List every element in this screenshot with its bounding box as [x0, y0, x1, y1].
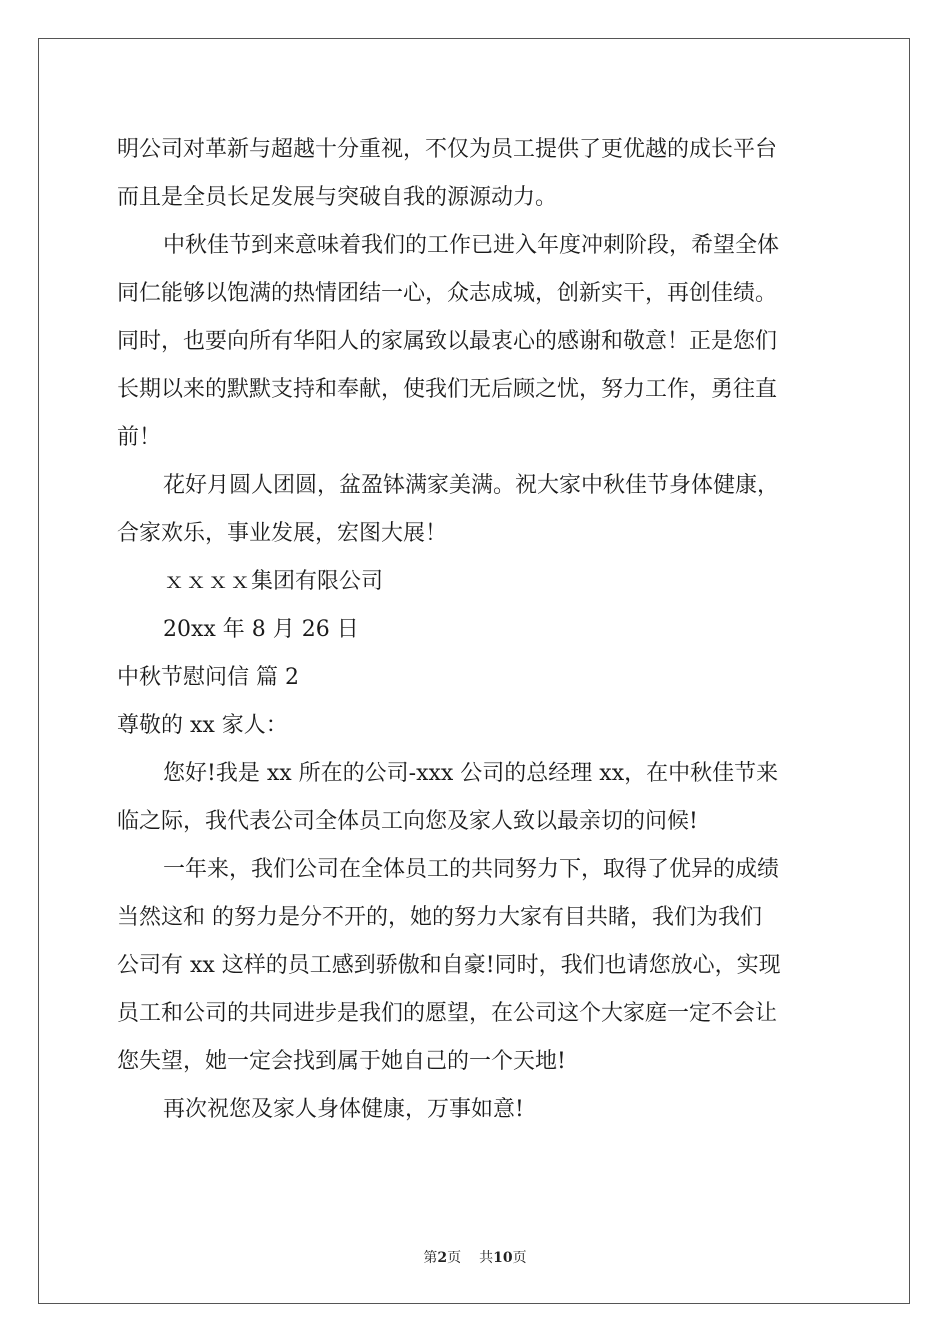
text-line-4: 同仁能够以饱满的热情团结一心，众志成城，创新实干，再创佳绩。	[117, 281, 778, 306]
text-line-15: 临之际，我代表公司全体员工向您及家人致以最亲切的问候!	[117, 809, 698, 834]
text-line-8: 花好月圆人团圆，盆盈钵满家美满。祝大家中秋佳节身体健康，	[163, 473, 780, 498]
text-line-17: 当然这和 的努力是分不开的，她的努力大家有目共睹，我们为我们	[117, 905, 762, 930]
page-footer	[0, 1248, 950, 1268]
footer-page-unit: 页	[447, 1250, 462, 1266]
text-line-3: 中秋佳节到来意味着我们的工作已进入年度冲刺阶段，希望全体	[163, 233, 780, 258]
footer-total-prefix: 共	[479, 1250, 494, 1266]
text-line-16: 一年来，我们公司在全体员工的共同努力下，取得了优异的成绩	[163, 857, 780, 882]
text-line-1: 明公司对革新与超越十分重视，不仅为员工提供了更优越的成长平台	[117, 137, 778, 162]
signature-date: 20xx 年 8 月 26 日	[163, 617, 359, 642]
text-line-20: 您失望，她一定会找到属于她自己的一个天地!	[117, 1049, 566, 1074]
document-body	[117, 126, 833, 1134]
text-line-19: 员工和公司的共同进步是我们的愿望，在公司这个大家庭一定不会让	[117, 1001, 778, 1026]
text-line-14: 您好!我是 xx 所在的公司-xxx 公司的总经理 xx，在中秋佳节来	[163, 761, 779, 786]
text-line-6: 长期以来的默默支持和奉献，使我们无后顾之忧，努力工作，勇往直	[117, 377, 778, 402]
text-line-2: 而且是全员长足发展与突破自我的源源动力。	[117, 185, 558, 210]
page-total: 10	[493, 1250, 513, 1266]
text-line-7: 前！	[117, 425, 162, 450]
text-line-21: 再次祝您及家人身体健康，万事如意!	[163, 1097, 524, 1122]
text-line-18: 公司有 xx 这样的员工感到骄傲和自豪!同时，我们也请您放心，实现	[117, 953, 781, 978]
section-heading: 中秋节慰问信 篇 2	[117, 665, 299, 690]
footer-prefix: 第	[423, 1250, 438, 1266]
page-number: 2	[437, 1250, 448, 1266]
text-line-5: 同时，也要向所有华阳人的家属致以最衷心的感谢和敬意！正是您们	[117, 329, 778, 354]
footer-total-unit: 页	[512, 1250, 527, 1266]
company-signature: ｘｘｘｘ集团有限公司	[163, 569, 384, 594]
salutation: 尊敬的 xx 家人：	[117, 713, 288, 738]
text-line-9: 合家欢乐，事业发展，宏图大展！	[117, 521, 448, 546]
